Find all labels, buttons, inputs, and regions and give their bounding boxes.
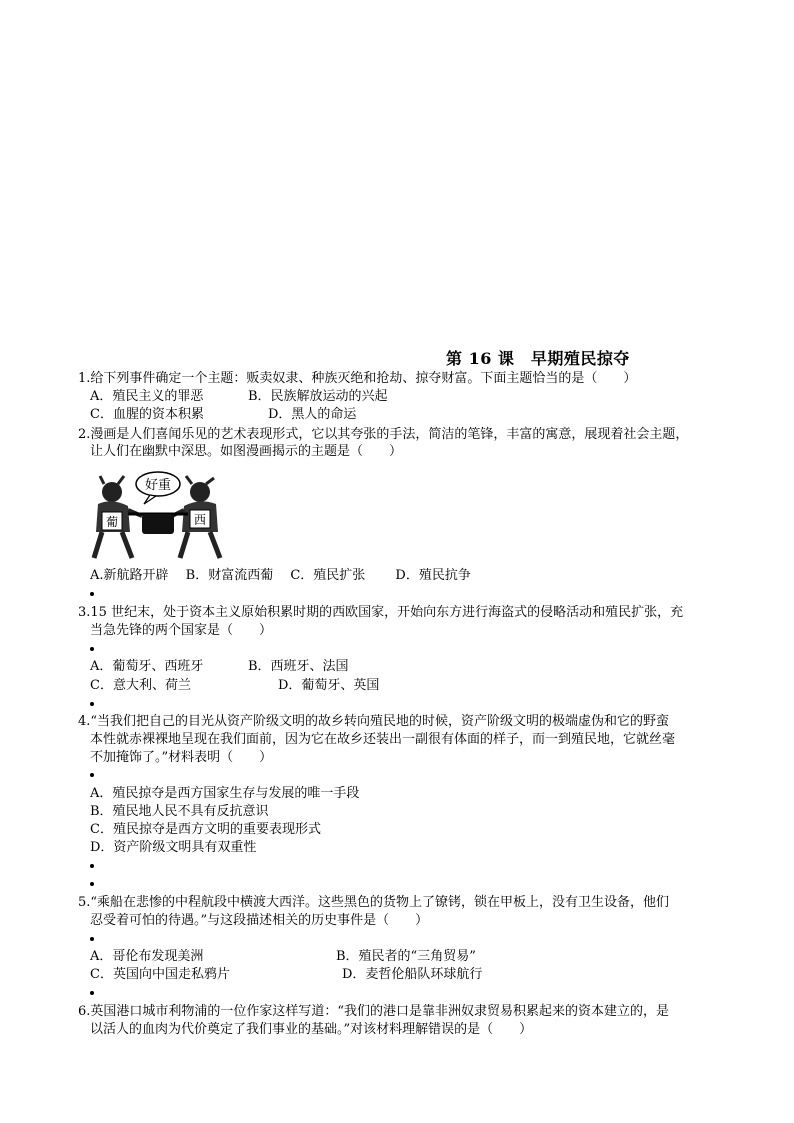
q4-option-b: B．殖民地人民不具有反抗意识 xyxy=(90,804,269,819)
bullet-marker xyxy=(90,937,94,941)
q1-stem: 1.给下列事件确定一个主题：贩卖奴隶、种族灭绝和抢劫、掠夺财富。下面主题恰当的是（ ） xyxy=(78,371,637,386)
q3-option-a: A．葡萄牙、西班牙 xyxy=(90,659,204,674)
q5-option-d: D．麦哲伦船队环球航行 xyxy=(342,967,483,982)
q6-stem-line2: 以活人的血肉为代价奠定了我们事业的基础。”对该材料理解错误的是（ ） xyxy=(90,1022,533,1037)
q3-option-d: D．葡萄牙、英国 xyxy=(278,678,380,693)
q1-option-d: D．黑人的命运 xyxy=(268,407,357,422)
q4-stem-line2: 本性就赤裸裸地呈现在我们面前，因为它在故乡还装出一副很有体面的样子，而一到殖民地，它就丝毫 xyxy=(90,732,676,747)
q4-option-a: A．殖民掠夺是西方国家生存与发展的唯一手段 xyxy=(90,786,360,801)
q3-stem-line2: 当急先锋的两个国家是（ ） xyxy=(90,623,273,638)
q3-stem-line1: 3.15 世纪末，处于资本主义原始积累时期的西欧国家，开始向东方进行海盗式的侵略活动和殖民扩张，充 xyxy=(78,605,684,620)
bullet-marker xyxy=(90,647,94,651)
q2-stem-line1: 2.漫画是人们喜闻乐见的艺术表现形式，它以其夸张的手法，简洁的笔锋，丰富的寓意，展现着社会主题， xyxy=(78,427,689,442)
q4-stem-line1: 4.“当我们把自己的目光从资产阶级文明的故乡转向殖民地的时候，资产阶级文明的极端虚伪和它的野蛮 xyxy=(78,714,670,729)
q2-cartoon xyxy=(88,470,224,562)
q3-option-c: C．意大利、荷兰 xyxy=(90,678,191,693)
q4-stem-line3: 不加掩饰了。”材料表明（ ） xyxy=(90,750,273,765)
page-title: 第 16 课 早期殖民掠夺 xyxy=(446,349,630,368)
q1-option-b: B．民族解放运动的兴起 xyxy=(248,389,388,404)
q5-stem-line2: 忍受着可怕的待遇。”与这段描述相关的历史事件是（ ） xyxy=(90,913,429,928)
cartoon-right-label: 西 xyxy=(193,513,207,527)
bullet-marker xyxy=(90,882,94,886)
q5-option-c: C．英国向中国走私鸦片 xyxy=(90,967,230,982)
q4-option-d: D．资产阶级文明具有双重性 xyxy=(90,840,257,855)
bullet-marker xyxy=(90,991,94,995)
q4-option-c: C．殖民掠夺是西方文明的重要表现形式 xyxy=(90,822,321,837)
q1-option-a: A．殖民主义的罪恶 xyxy=(90,389,204,404)
cartoon-illustration xyxy=(88,470,224,562)
q1-option-c: C．血腥的资本积累 xyxy=(90,407,204,422)
q2-options: A.新航路开辟 B．财富流西葡 C．殖民扩张 D．殖民抗争 xyxy=(90,568,471,583)
bullet-marker xyxy=(90,702,94,706)
bullet-marker xyxy=(90,773,94,777)
q5-option-a: A．哥伦布发现美洲 xyxy=(90,949,204,964)
q3-option-b: B．西班牙、法国 xyxy=(248,659,349,674)
q5-stem-line1: 5.“乘船在悲惨的中程航段中横渡大西洋。这些黑色的货物上了镣铐，锁在甲板上，没有卫生设备，他们 xyxy=(78,895,670,910)
q2-stem-line2: 让人们在幽默中深思。如图漫画揭示的主题是（ ） xyxy=(90,444,403,459)
bullet-marker xyxy=(90,864,94,868)
cartoon-bubble-text: 好重 xyxy=(144,478,172,493)
cartoon-left-label: 葡 xyxy=(105,515,119,529)
q5-option-b: B．殖民者的“三角贸易” xyxy=(336,949,476,964)
q6-stem-line1: 6.英国港口城市利物浦的一位作家这样写道：“我们的港口是靠非洲奴隶贸易积累起来的资本建立的，是 xyxy=(78,1004,670,1019)
bullet-marker xyxy=(90,592,94,596)
